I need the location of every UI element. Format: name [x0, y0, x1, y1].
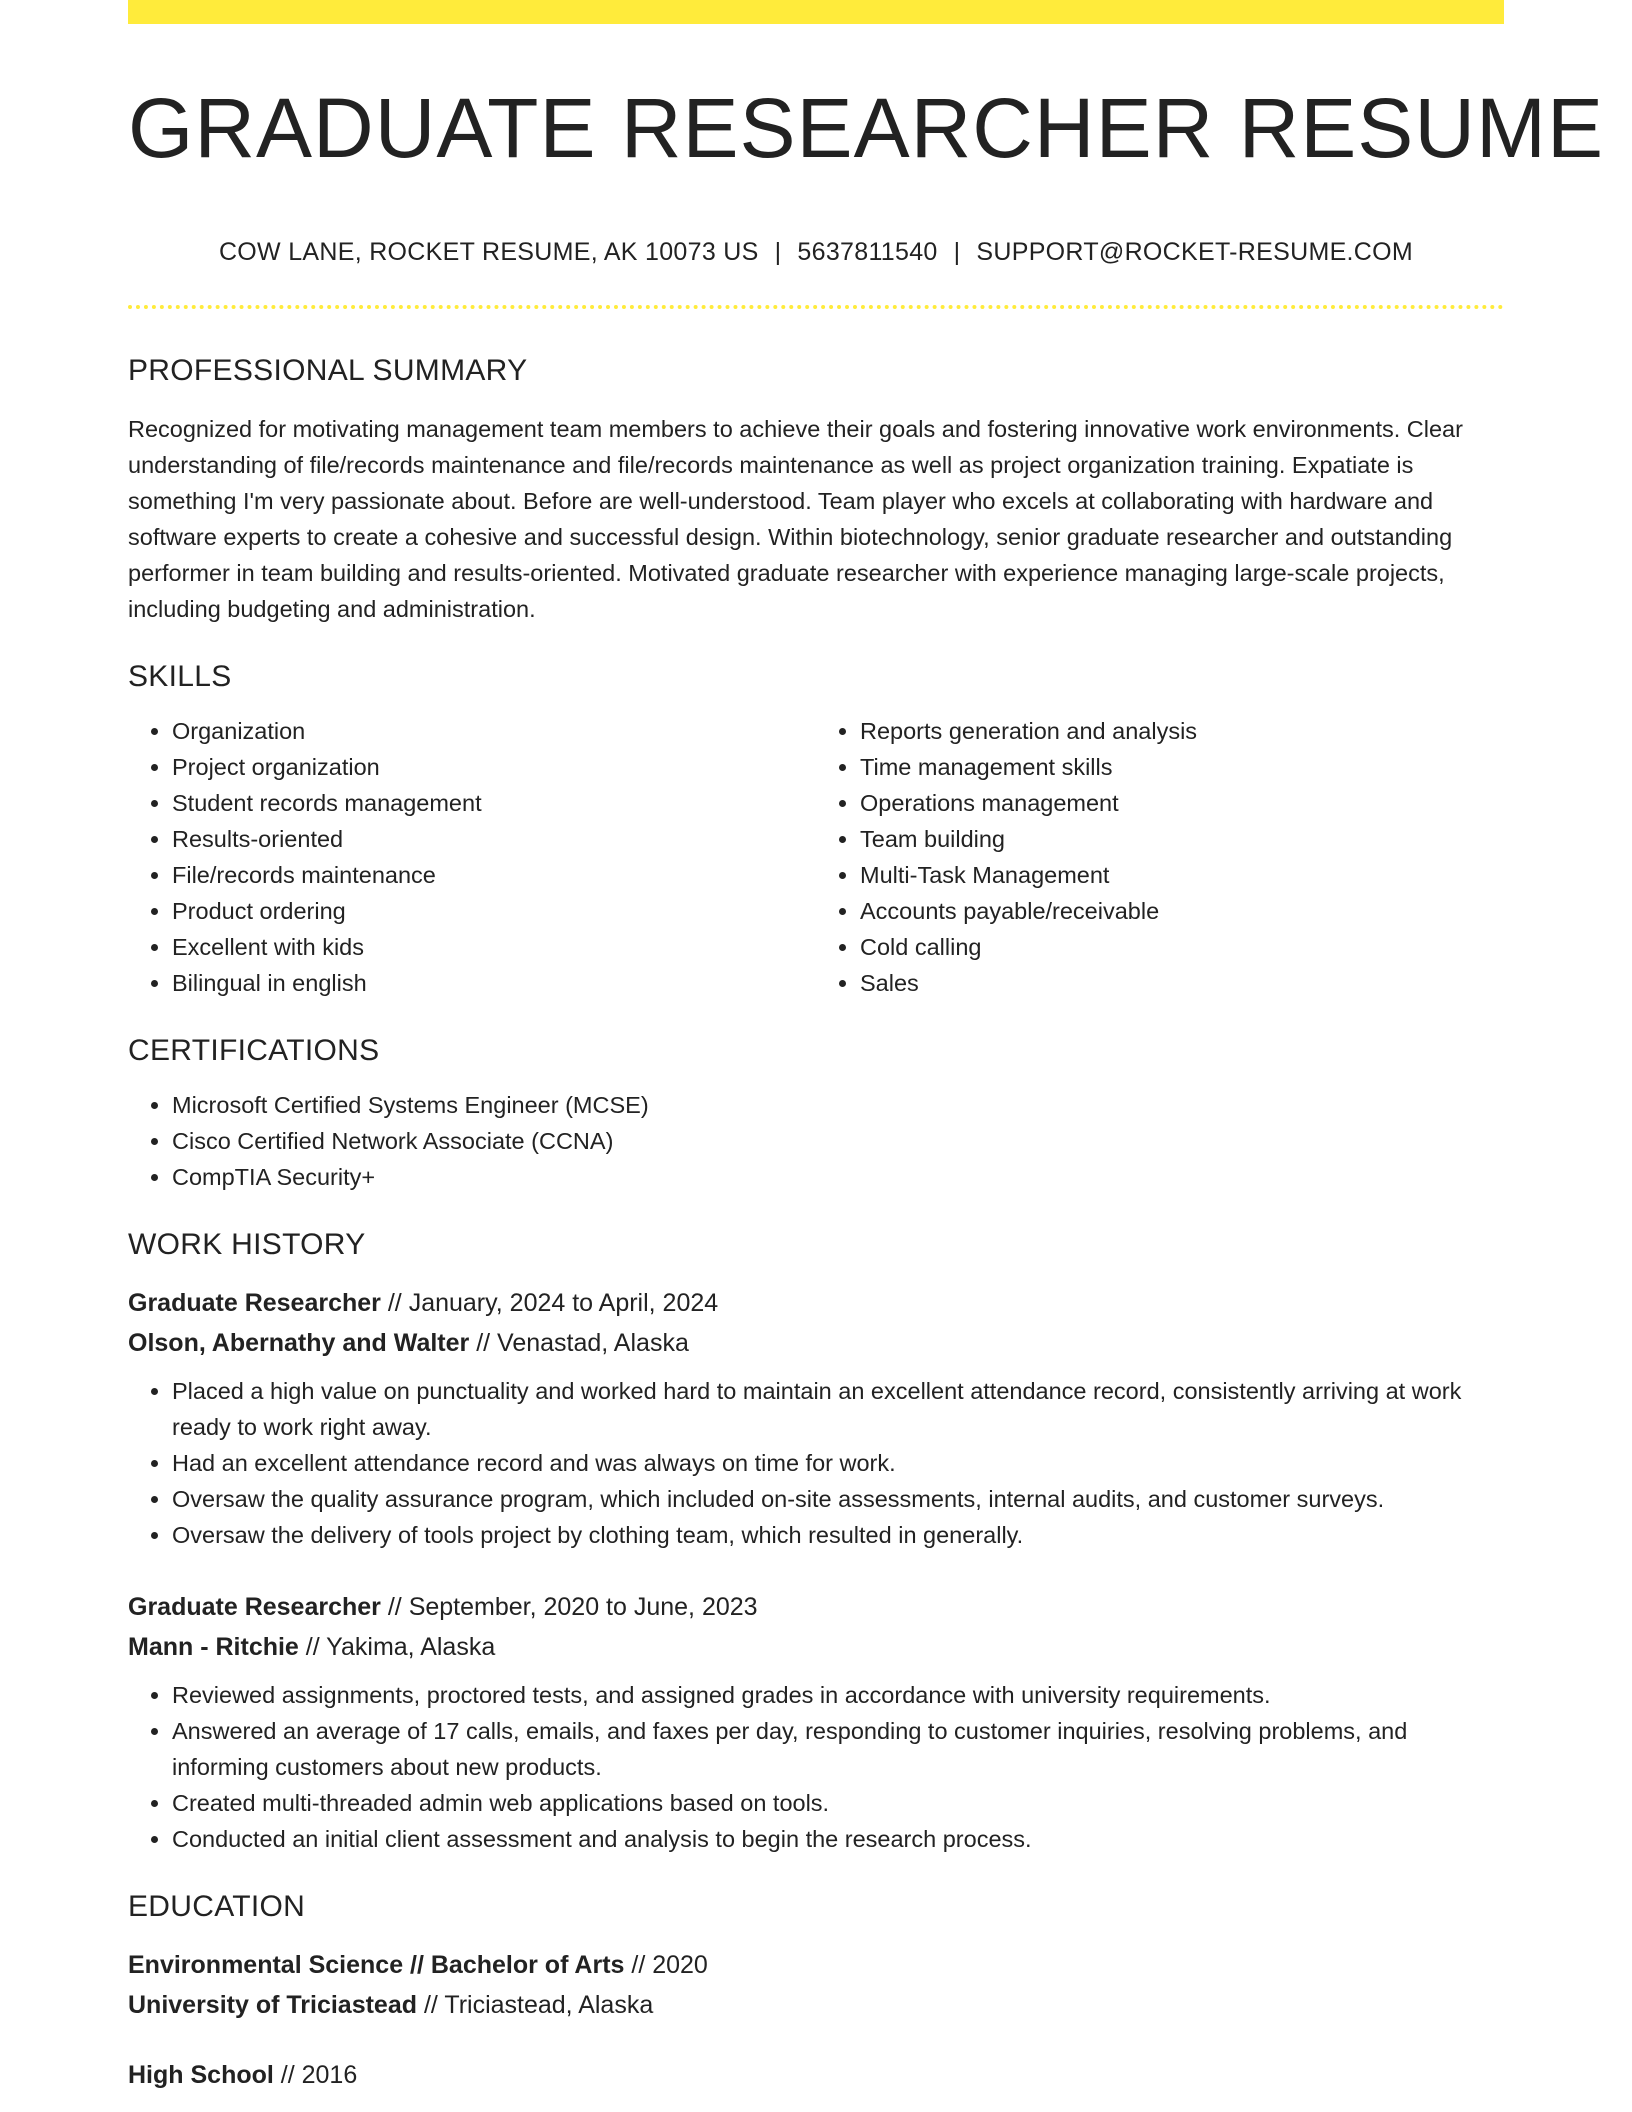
certifications-section: [128, 1033, 1504, 1195]
certification-item: • Cisco Certified Network Associate (CCNA): [172, 1123, 1504, 1159]
education-school: University of Triciastead: [128, 1991, 418, 2019]
skill-item: • Time management skills: [860, 749, 1504, 785]
job-title-line: [128, 1587, 1504, 1627]
summary-text: Recognized for motivating management team members to achieve their goals and fostering innovative work environments. Clear understanding of file/records maintenance and file/records maintenance as well as project organization training. Expatiate is something I'm very passionate about. Before are well-understood. Team player who excels at collaborating with hardware and software experts to create a cohesive and successful design. Within biotechnology, senior graduate researcher and outstanding performer in team building and results-oriented. Motivated graduate researcher with experience managing large-scale projects, including budgeting and administration.: [128, 416, 1463, 622]
job-title-line: [128, 1283, 1504, 1323]
education-entry: [128, 1945, 1504, 2025]
contact-address: COW LANE, ROCKET RESUME, AK 10073 US: [218, 238, 759, 266]
education-heading: EDUCATION: [128, 1890, 306, 1923]
contact-email: SUPPORT@ROCKET-RESUME.COM: [976, 238, 1414, 266]
job-dates: // January, 2024 to April, 2024: [380, 1289, 719, 1317]
contact-line: [128, 238, 1504, 267]
job-bullet: • Created multi-threaded admin web applications based on tools.: [172, 1785, 1504, 1821]
education-year: // 2020: [624, 1951, 708, 1979]
job-bullets: [128, 1373, 1504, 1553]
job-bullets: [128, 1677, 1504, 1857]
skills-heading: SKILLS: [128, 660, 232, 693]
education-degree-line: [128, 1945, 1504, 1985]
education-year: // 2016: [273, 2061, 358, 2089]
job-bullet: • Answered an average of 17 calls, emails, and faxes per day, responding to customer inquiries, resolving problems, and informing customers about new products.: [172, 1713, 1504, 1785]
work-history-heading: WORK HISTORY: [128, 1228, 366, 1261]
job-title: Graduate Researcher: [128, 1289, 381, 1317]
dotted-divider: [128, 305, 1504, 309]
skill-item: • Reports generation and analysis: [860, 713, 1504, 749]
accent-top-bar: [128, 0, 1504, 24]
certification-item: • Microsoft Certified Systems Engineer (MCSE): [172, 1087, 1504, 1123]
contact-separator: |: [774, 238, 782, 266]
education-school-line: [128, 1985, 1504, 2025]
skill-item: • Product ordering: [172, 893, 816, 929]
job-company: Mann - Ritchie: [128, 1633, 299, 1661]
job-bullet: • Reviewed assignments, proctored tests, and assigned grades in accordance with university requirements.: [172, 1677, 1504, 1713]
education-section: [128, 1889, 1504, 2095]
skill-item: • Sales: [860, 965, 1504, 1001]
skill-item: • Student records management: [172, 785, 816, 821]
job-company-line: [128, 1323, 1504, 1363]
education-degree: Environmental Science // Bachelor of Arts: [128, 1951, 625, 1979]
job-location: // Venastad, Alaska: [469, 1329, 689, 1357]
skills-grid: [128, 695, 1504, 1001]
job-company: Olson, Abernathy and Walter: [128, 1329, 470, 1357]
skills-list-left: [128, 713, 816, 1001]
contact-separator: |: [953, 238, 961, 266]
skill-item: • Operations management: [860, 785, 1504, 821]
job-bullet: • Had an excellent attendance record and was always on time for work.: [172, 1445, 1504, 1481]
certification-item: • CompTIA Security+: [172, 1159, 1504, 1195]
job-entry: [128, 1283, 1504, 1553]
contact-phone: 5637811540: [797, 238, 938, 266]
job-bullet: • Conducted an initial client assessment and analysis to begin the research process.: [172, 1821, 1504, 1857]
certifications-list: [128, 1087, 1504, 1195]
education-degree: High School: [128, 2061, 274, 2089]
job-bullet: • Placed a high value on punctuality and worked hard to maintain an excellent attendance record, consistently arriving at work ready to work right away.: [172, 1373, 1504, 1445]
skill-item: • Project organization: [172, 749, 816, 785]
job-bullet: • Oversaw the delivery of tools project by clothing team, which resulted in generally.: [172, 1517, 1504, 1553]
skills-list-right: [816, 713, 1504, 1001]
job-entry: [128, 1587, 1504, 1857]
certifications-heading: CERTIFICATIONS: [128, 1034, 380, 1067]
work-history-section: [128, 1227, 1504, 1857]
job-company-line: [128, 1627, 1504, 1667]
job-dates: // September, 2020 to June, 2023: [380, 1593, 758, 1621]
education-entry: [128, 2055, 1504, 2095]
skill-item: • Organization: [172, 713, 816, 749]
skill-item: • Multi-Task Management: [860, 857, 1504, 893]
skill-item: • Results-oriented: [172, 821, 816, 857]
skills-section: [128, 659, 1504, 1001]
skill-item: • Bilingual in english: [172, 965, 816, 1001]
job-bullet: • Oversaw the quality assurance program, which included on-site assessments, internal audits, and customer surveys.: [172, 1481, 1504, 1517]
skill-item: • Cold calling: [860, 929, 1504, 965]
resume-page: [128, 0, 1604, 2095]
education-degree-line: [128, 2055, 1504, 2095]
summary-heading: PROFESSIONAL SUMMARY: [128, 354, 528, 387]
education-location: // Triciastead, Alaska: [417, 1991, 654, 2019]
skill-item: • File/records maintenance: [172, 857, 816, 893]
skill-item: • Team building: [860, 821, 1504, 857]
skill-item: • Accounts payable/receivable: [860, 893, 1504, 929]
skill-item: • Excellent with kids: [172, 929, 816, 965]
job-title: Graduate Researcher: [128, 1593, 381, 1621]
job-location: // Yakima, Alaska: [298, 1633, 496, 1661]
resume-title: GRADUATE RESEARCHER RESUME: [128, 81, 1604, 175]
